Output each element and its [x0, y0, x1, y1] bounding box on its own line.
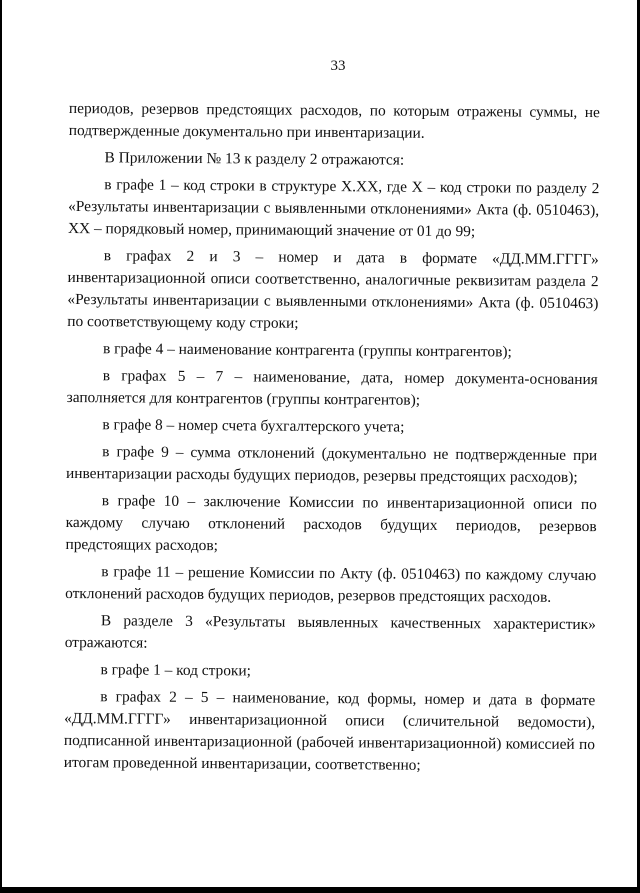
paragraph-column-8: в графе 8 – номер счета бухгалтерского учета;: [102, 416, 405, 436]
paragraph-column-11: в графе 11 – решение Комиссии по Акту (ф. 0510463) по каждому случаю отклонений расходов будущих периодов, резервов предстоящих расходов.: [65, 563, 597, 606]
paragraph-column-9: в графе 9 – сумма отклонений (документально не подтвержденные при инвентаризации расходы будущих периодов, резервы предстоящих расходов);: [65, 443, 598, 487]
paragraph-section-3-intro: В разделе 3 «Результаты выявленных качественных характеристик» отражаются:: [64, 612, 596, 652]
paragraph-column-1: в графе 1 – код строки в структуре X.XX, где X – код строки по разделу 2 «Результаты инвентаризации с выявленными отклонениями» Акта (ф. 0510463), XX – порядковый номер, принимающий значение от 01 до 99;: [67, 176, 600, 241]
scan-border-left: [0, 0, 2, 893]
paragraph-continuation: периодов, резервов предстоящих расходов, по которым отражены суммы, не подтвержденные документально при инвентаризации.: [68, 99, 600, 142]
paragraph-columns-2-3: в графах 2 и 3 – номер и дата в формате «ДД.ММ.ГГГГ» инвентаризационной описи соответственно, аналогичные реквизитам раздела 2 «Результаты инвентаризации с выявленными отклонениями» Акта (ф. 0510463) по соответствующему коду строки;: [67, 247, 599, 332]
paragraph-section-3-columns-2-5: в графах 2 – 5 – наименование, код формы, номер и дата в формате «ДД.ММ.ГГГГ» инвентаризационной описи (сличительной ведомости), подписанной инвентаризационной (рабочей инвентаризационной) комиссией по итогам проведенной инвентаризации, соответственно;: [63, 688, 596, 774]
scan-border-bottom: [0, 887, 640, 893]
paragraph-section-3-column-1: в графе 1 – код строки;: [100, 661, 252, 680]
document-body: [64, 98, 600, 783]
page-number: 33: [330, 58, 346, 74]
paragraph-column-10: в графе 10 – заключение Комиссии по инвентаризационной описи по каждому случаю отклонений расходов будущих периодов, резервов предстоящих расходов;: [65, 492, 597, 555]
paragraph-column-4: в графе 4 – наименование контрагента (группы контрагентов);: [102, 340, 512, 361]
paragraph-columns-5-7: в графах 5 – 7 – наименование, дата, номер документа-основания заполняется для контрагентов (группы контрагентов);: [66, 367, 598, 409]
paragraph-appendix-13-intro: В Приложении № 13 к разделу 2 отражаются:: [104, 149, 405, 169]
